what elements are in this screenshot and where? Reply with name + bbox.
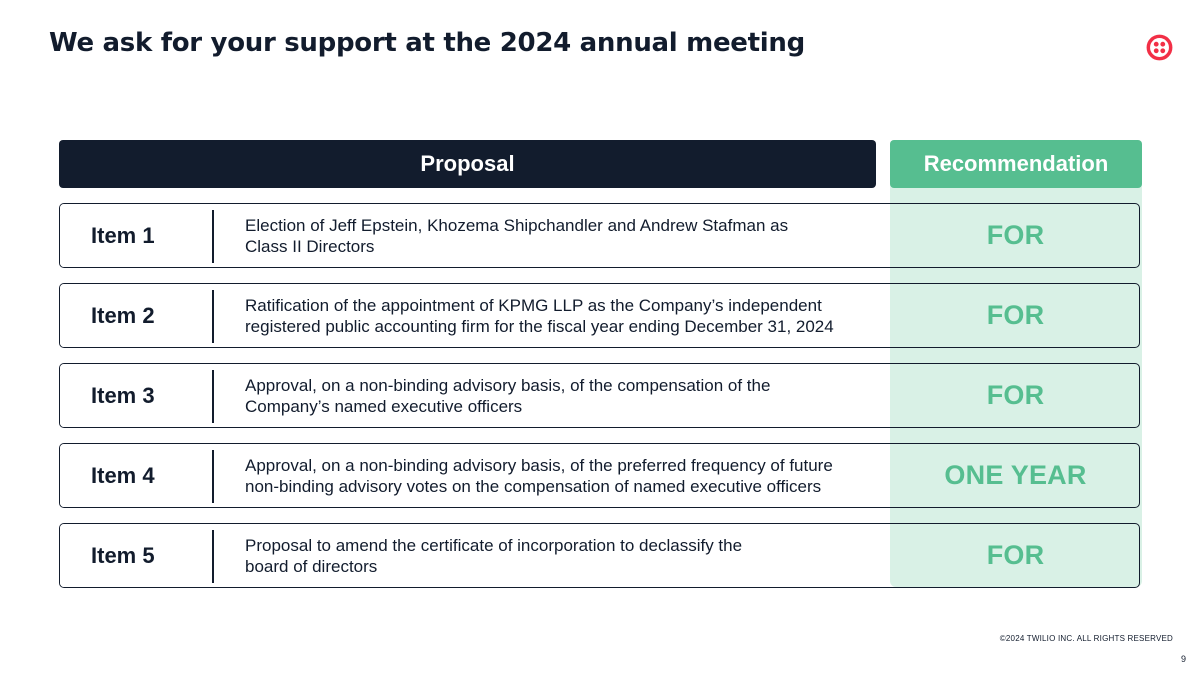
row-divider — [212, 530, 214, 583]
row-divider — [212, 210, 214, 263]
table-row — [59, 523, 1140, 588]
recommendation-header: Recommendation — [890, 140, 1142, 188]
description-line: Class II Directors — [245, 236, 375, 256]
description-line: registered public accounting firm for the fiscal year ending December 31, 2024 — [245, 316, 834, 336]
description-line: Approval, on a non-binding advisory basis, of the preferred frequency of future — [245, 455, 833, 475]
table-row — [59, 363, 1140, 428]
row-divider — [212, 450, 214, 503]
item-label: Item 5 — [91, 542, 155, 568]
recommendation-value: FOR — [986, 220, 1045, 250]
item-label: Item 1 — [91, 222, 155, 248]
description-line: Approval, on a non-binding advisory basis, of the compensation of the — [245, 375, 771, 395]
row-divider — [212, 370, 214, 423]
description-line: non-binding advisory votes on the compensation of named executive officers — [245, 476, 822, 496]
item-description — [245, 524, 885, 587]
description-line: Company’s named executive officers — [245, 396, 523, 416]
table-row — [59, 443, 1140, 508]
description-line: Ratification of the appointment of KPMG LLP as the Company’s independent — [245, 295, 822, 315]
recommendation-value: FOR — [986, 300, 1045, 330]
table-row — [59, 283, 1140, 348]
recommendation-value: FOR — [986, 540, 1045, 570]
twilio-logo-icon — [1146, 34, 1173, 61]
item-description — [245, 284, 885, 347]
item-label: Item 2 — [91, 302, 155, 328]
table-row — [59, 203, 1140, 268]
page-number: 9 — [1181, 654, 1187, 664]
recommendation-value: ONE YEAR — [944, 460, 1087, 490]
slide-title: We ask for your support at the 2024 annual meeting — [49, 28, 805, 58]
recommendation-value: FOR — [986, 380, 1045, 410]
description-line: Proposal to amend the certificate of incorporation to declassify the — [245, 535, 743, 555]
item-description — [245, 204, 885, 267]
proposal-header: Proposal — [59, 140, 876, 188]
item-label: Item 3 — [91, 382, 155, 408]
item-label: Item 4 — [91, 462, 155, 488]
description-line: Election of Jeff Epstein, Khozema Shipchandler and Andrew Stafman as — [245, 215, 789, 235]
item-description — [245, 364, 885, 427]
copyright-footer: ©2024 TWILIO INC. ALL RIGHTS RESERVED — [999, 634, 1173, 643]
row-divider — [212, 290, 214, 343]
item-description — [245, 444, 885, 507]
description-line: board of directors — [245, 556, 378, 576]
